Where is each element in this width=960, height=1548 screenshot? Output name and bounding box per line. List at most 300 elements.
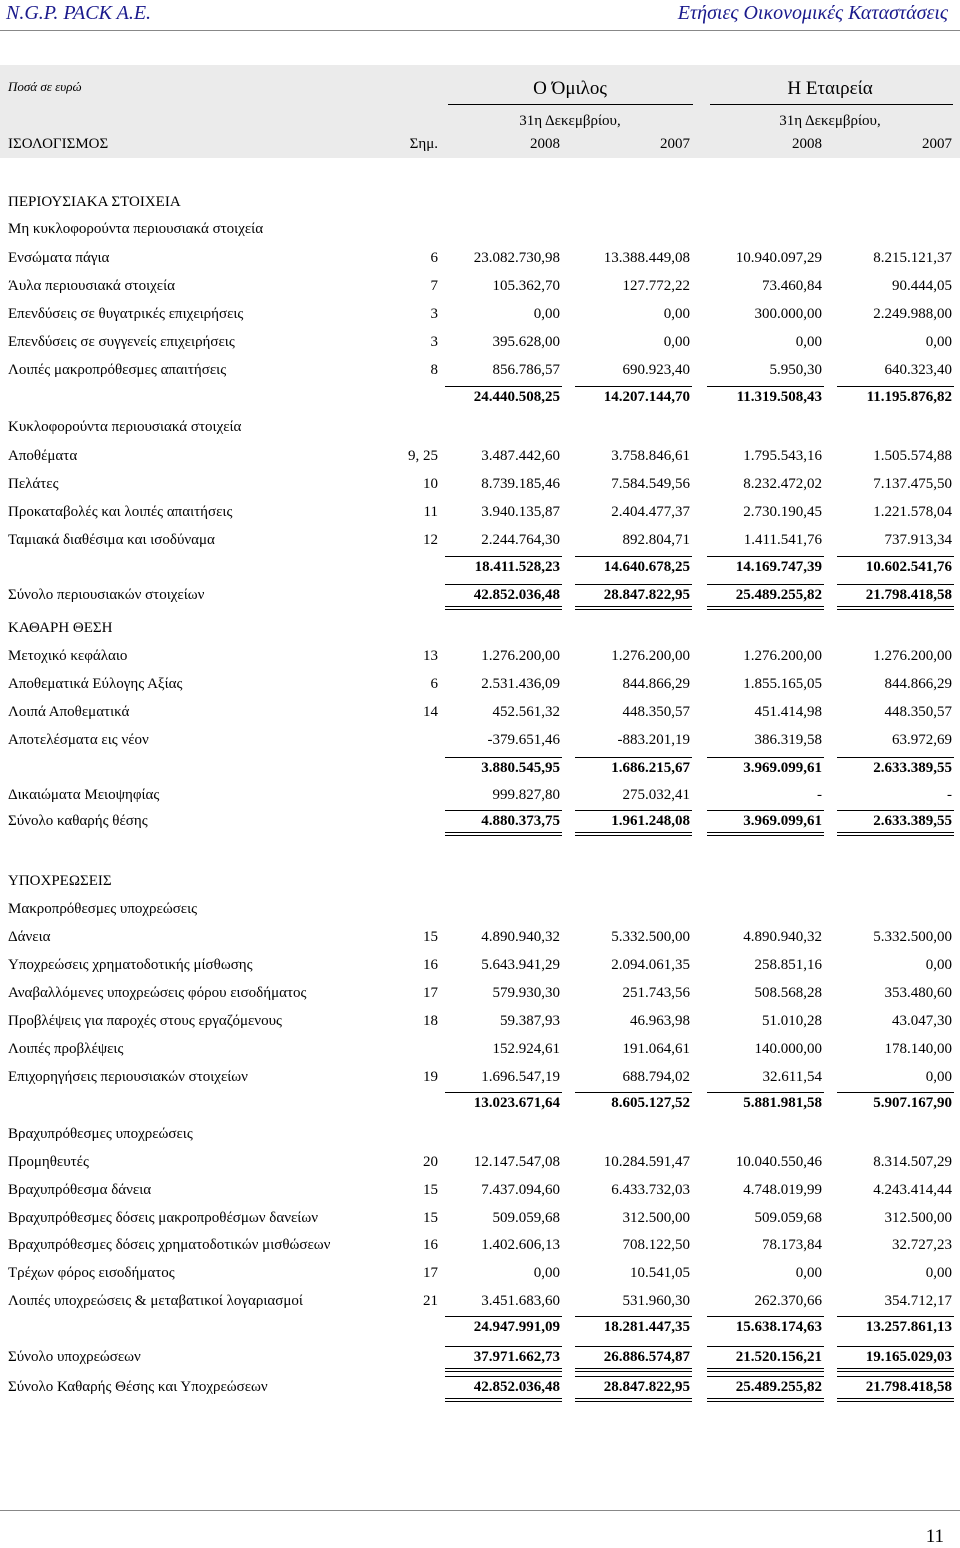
row-value: 13.388.449,08	[603, 250, 690, 266]
table-row	[0, 532, 960, 552]
table-row	[0, 901, 960, 921]
row-value: 24.947.991,09	[473, 1319, 560, 1335]
row-value: 354.712,17	[884, 1293, 952, 1309]
table-row	[0, 419, 960, 439]
row-value: 18.281.447,35	[603, 1319, 690, 1335]
currency-note: Ποσά σε ευρώ	[8, 79, 82, 94]
row-value: 452.561,32	[492, 704, 560, 720]
row-value: 2.249.988,00	[873, 306, 952, 322]
row-value: 10.040.550,46	[735, 1154, 822, 1170]
row-value: 14.169.747,39	[735, 559, 822, 575]
total-rule	[707, 810, 824, 811]
subtotal-rule	[837, 556, 954, 557]
subtotal-rule	[445, 386, 562, 387]
row-value: 0,00	[925, 1069, 952, 1085]
table-row	[0, 1237, 960, 1257]
table-row	[0, 221, 960, 241]
row-note: 21	[423, 1293, 438, 1309]
row-value: 275.032,41	[622, 787, 690, 803]
row-note: 3	[430, 306, 438, 322]
row-value: 42.852.036,48	[473, 1379, 560, 1395]
row-value: 448.350,57	[884, 704, 952, 720]
table-row	[0, 1182, 960, 1202]
row-note: 6	[430, 250, 438, 266]
row-value: 32.727,23	[892, 1237, 952, 1253]
row-value: 15.638.174,63	[735, 1319, 822, 1335]
row-label: ΠΕΡΙΟΥΣΙΑΚΑ ΣΤΟΙΧΕΙΑ	[8, 194, 181, 210]
total-double-rule-a	[445, 832, 562, 833]
row-value: 0,00	[533, 306, 560, 322]
row-label: Δάνεια	[8, 929, 51, 945]
table-row	[0, 504, 960, 524]
row-value: 28.847.822,95	[603, 587, 690, 603]
row-value: 3.451.683,60	[481, 1293, 560, 1309]
row-label: Βραχυπρόθεσμες δόσεις μακροπροθέσμων δανείων	[8, 1210, 318, 1226]
row-value: 3.487.442,60	[481, 448, 560, 464]
row-value: 5.332.500,00	[611, 929, 690, 945]
total-rule	[837, 1376, 954, 1377]
total-double-rule-a	[445, 606, 562, 607]
subtotal-rule	[575, 1092, 692, 1093]
row-value: 690.923,40	[622, 362, 690, 378]
row-value: 13.023.671,64	[473, 1095, 560, 1111]
subtotal-rule	[445, 757, 562, 758]
company-title: Η Εταιρεία	[787, 78, 873, 99]
table-row	[0, 1265, 960, 1285]
row-value: 999.827,80	[492, 787, 560, 803]
row-value: 32.611,54	[762, 1069, 822, 1085]
total-rule	[707, 584, 824, 585]
row-note: 8	[430, 362, 438, 378]
table-row	[0, 1069, 960, 1089]
total-double-rule-b	[707, 609, 824, 610]
row-value: 844.866,29	[884, 676, 952, 692]
row-value: 4.880.373,75	[481, 813, 560, 829]
row-value: 4.748.019,99	[743, 1182, 822, 1198]
row-note: 17	[423, 1265, 438, 1281]
row-value: 1.961.248,08	[611, 813, 690, 829]
row-label: Κυκλοφορούντα περιουσιακά στοιχεία	[8, 419, 242, 435]
row-label: Λοιπές μακροπρόθεσμες απαιτήσεις	[8, 362, 227, 378]
row-value: 1.276.200,00	[743, 648, 822, 664]
table-row	[0, 760, 960, 780]
row-label: Λοιπές προβλέψεις	[8, 1041, 124, 1057]
row-note: 11	[423, 504, 438, 520]
row-value: 258.851,16	[754, 957, 822, 973]
subtotal-rule	[707, 1092, 824, 1093]
total-double-rule-b	[575, 835, 692, 836]
table-row	[0, 732, 960, 752]
row-label: Λοιπές υποχρεώσεις & μεταβατικοί λογαριασμοί	[8, 1293, 303, 1309]
group-title: Ο Όμιλος	[533, 78, 607, 99]
year-header: 2008	[792, 136, 822, 152]
total-rule	[575, 1346, 692, 1347]
subtotal-rule	[837, 386, 954, 387]
row-label: Βραχυπρόθεσμα δάνεια	[8, 1182, 152, 1198]
row-label: Σύνολο υποχρεώσεων	[8, 1349, 141, 1365]
row-note: 14	[423, 704, 438, 720]
table-row	[0, 1293, 960, 1313]
company-date-label: 31η Δεκεμβρίου,	[779, 113, 881, 129]
row-value: 25.489.255,82	[735, 1379, 822, 1395]
row-value: 63.972,69	[892, 732, 952, 748]
header-divider	[0, 30, 960, 31]
row-value: -	[947, 787, 952, 803]
year-header: 2008	[530, 136, 560, 152]
row-label: Μετοχικό κεφάλαιο	[8, 648, 128, 664]
row-label: Επενδύσεις σε συγγενείς επιχειρήσεις	[8, 334, 235, 350]
total-rule	[837, 584, 954, 585]
row-value: 395.628,00	[492, 334, 560, 350]
row-value: 11.195.876,82	[866, 389, 952, 405]
row-label: ΚΑΘΑΡΗ ΘΕΣΗ	[8, 620, 113, 636]
table-row	[0, 1095, 960, 1115]
row-value: 178.140,00	[884, 1041, 952, 1057]
row-value: 21.520.156,21	[735, 1349, 822, 1365]
table-row	[0, 787, 960, 807]
table-row	[0, 1041, 960, 1061]
row-value: 0,00	[925, 1265, 952, 1281]
total-double-rule-b	[837, 1371, 954, 1372]
row-label: Επενδύσεις σε θυγατρικές επιχειρήσεις	[8, 306, 244, 322]
row-value: 10.541,05	[630, 1265, 690, 1281]
total-double-rule-b	[445, 1371, 562, 1372]
row-value: 448.350,57	[622, 704, 690, 720]
total-double-rule-b	[575, 1401, 692, 1402]
row-value: 3.758.846,61	[611, 448, 690, 464]
row-value: 78.173,84	[762, 1237, 822, 1253]
row-value: 59.387,93	[500, 1013, 560, 1029]
row-value: 451.414,98	[754, 704, 822, 720]
table-row	[0, 278, 960, 298]
table-row	[0, 362, 960, 382]
year-header: 2007	[660, 136, 690, 152]
row-value: 531.960,30	[622, 1293, 690, 1309]
table-row	[0, 648, 960, 668]
row-value: 8.739.185,46	[481, 476, 560, 492]
table-row	[0, 929, 960, 949]
row-value: 856.786,57	[492, 362, 560, 378]
row-value: 8.215.121,37	[873, 250, 952, 266]
row-value: 5.950,30	[769, 362, 822, 378]
row-value: 0,00	[663, 334, 690, 350]
row-label: Υποχρεώσεις χρηματοδοτικής μίσθωσης	[8, 957, 253, 973]
row-value: 262.370,66	[754, 1293, 822, 1309]
row-value: 509.059,68	[492, 1210, 560, 1226]
row-label: Άυλα περιουσιακά στοιχεία	[8, 278, 175, 294]
row-value: 7.584.549,56	[611, 476, 690, 492]
row-value: 2.633.389,55	[873, 760, 952, 776]
row-value: 579.930,30	[492, 985, 560, 1001]
row-value: 892.804,71	[622, 532, 690, 548]
row-value: 509.059,68	[754, 1210, 822, 1226]
total-double-rule-a	[707, 1398, 824, 1399]
total-double-rule-b	[837, 609, 954, 610]
row-value: 0,00	[663, 306, 690, 322]
row-value: 42.852.036,48	[473, 587, 560, 603]
row-value: 300.000,00	[754, 306, 822, 322]
row-note: 16	[423, 1237, 438, 1253]
subtotal-rule	[575, 556, 692, 557]
total-rule	[445, 810, 562, 811]
row-value: 51.010,28	[762, 1013, 822, 1029]
row-value: 90.444,05	[892, 278, 952, 294]
table-row	[0, 704, 960, 724]
row-value: 25.489.255,82	[735, 587, 822, 603]
row-value: 0,00	[925, 957, 952, 973]
row-value: 73.460,84	[762, 278, 822, 294]
row-label: Προκαταβολές και λοιπές απαιτήσεις	[8, 504, 233, 520]
row-label: Αποτελέσματα εις νέον	[8, 732, 149, 748]
row-value: 312.500,00	[884, 1210, 952, 1226]
row-value: 1.411.541,76	[743, 532, 822, 548]
row-label: Ταμιακά διαθέσιμα και ισοδύναμα	[8, 532, 215, 548]
row-label: Σύνολο περιουσιακών στοιχείων	[8, 587, 205, 603]
row-label: Προβλέψεις για παροχές στους εργαζόμενους	[8, 1013, 282, 1029]
total-rule	[837, 1346, 954, 1347]
row-value: 105.362,70	[492, 278, 560, 294]
row-label: Τρέχων φόρος εισοδήματος	[8, 1265, 175, 1281]
row-label: Μη κυκλοφορούντα περιουσιακά στοιχεία	[8, 221, 264, 237]
row-value: 688.794,02	[622, 1069, 690, 1085]
row-value: 3.969.099,61	[743, 760, 822, 776]
row-note: 20	[423, 1154, 438, 1170]
row-value: 1.696.547,19	[481, 1069, 560, 1085]
total-double-rule-b	[575, 609, 692, 610]
table-row	[0, 985, 960, 1005]
row-value: 3.940.135,87	[481, 504, 560, 520]
row-note: 6	[430, 676, 438, 692]
row-label: Σύνολο Καθαρής Θέσης και Υποχρεώσεων	[8, 1379, 268, 1395]
row-value: 7.137.475,50	[873, 476, 952, 492]
total-double-rule-a	[707, 606, 824, 607]
total-rule	[445, 584, 562, 585]
row-value: 251.743,56	[622, 985, 690, 1001]
total-double-rule-a	[575, 832, 692, 833]
row-note: 17	[423, 985, 438, 1001]
row-value: 2.244.764,30	[481, 532, 560, 548]
total-rule	[575, 810, 692, 811]
total-rule	[575, 584, 692, 585]
subtotal-rule	[837, 1092, 954, 1093]
row-value: 2.404.477,37	[611, 504, 690, 520]
table-row	[0, 1013, 960, 1033]
table-row	[0, 587, 960, 607]
total-double-rule-b	[445, 1401, 562, 1402]
total-double-rule-b	[707, 835, 824, 836]
table-row	[0, 1210, 960, 1230]
table-row	[0, 306, 960, 326]
row-value: 5.643.941,29	[481, 957, 560, 973]
row-note: 9, 25	[408, 448, 438, 464]
row-value: -883.201,19	[617, 732, 690, 748]
row-value: 1.686.215,67	[611, 760, 690, 776]
table-row	[0, 334, 960, 354]
row-label: Βραχυπρόθεσμες δόσεις χρηματοδοτικών μισθώσεων	[8, 1237, 331, 1253]
total-double-rule-a	[707, 832, 824, 833]
row-label: Αναβαλλόμενες υποχρεώσεις φόρου εισοδήματος	[8, 985, 307, 1001]
row-value: 28.847.822,95	[603, 1379, 690, 1395]
group-title-underline	[448, 104, 693, 105]
table-row	[0, 250, 960, 270]
row-value: 6.433.732,03	[611, 1182, 690, 1198]
total-double-rule-a	[837, 1368, 954, 1369]
row-label: Επιχορηγήσεις περιουσιακών στοιχείων	[8, 1069, 248, 1085]
row-label: Λοιπά Αποθεματικά	[8, 704, 130, 720]
row-value: -379.651,46	[487, 732, 560, 748]
row-value: 4.890.940,32	[743, 929, 822, 945]
row-value: 1.276.200,00	[481, 648, 560, 664]
row-note: 15	[423, 929, 438, 945]
row-value: 21.798.418,58	[865, 587, 952, 603]
statement-title: ΙΣΟΛΟΓΙΣΜΟΣ	[8, 136, 109, 152]
row-value: 1.276.200,00	[611, 648, 690, 664]
row-value: 14.640.678,25	[603, 559, 690, 575]
row-value: 8.232.472,02	[743, 476, 822, 492]
row-value: 5.881.981,58	[743, 1095, 822, 1111]
row-value: 0,00	[925, 334, 952, 350]
row-value: 312.500,00	[622, 1210, 690, 1226]
group-date-label: 31η Δεκεμβρίου,	[519, 113, 621, 129]
row-value: 26.886.574,87	[603, 1349, 690, 1365]
subtotal-rule	[837, 757, 954, 758]
row-value: 0,00	[795, 1265, 822, 1281]
row-value: 18.411.528,23	[474, 559, 560, 575]
table-row	[0, 476, 960, 496]
year-header: 2007	[922, 136, 952, 152]
row-value: 152.924,61	[492, 1041, 560, 1057]
row-label: Σύνολο καθαρής θέσης	[8, 813, 148, 829]
total-rule	[445, 1346, 562, 1347]
row-note: 15	[423, 1182, 438, 1198]
total-rule	[445, 1376, 562, 1377]
row-note: 12	[423, 532, 438, 548]
row-value: 1.402.606,13	[481, 1237, 560, 1253]
row-label: Βραχυπρόθεσμες υποχρεώσεις	[8, 1126, 193, 1142]
row-value: 140.000,00	[754, 1041, 822, 1057]
subtotal-rule	[707, 1316, 824, 1317]
row-value: 127.772,22	[622, 278, 690, 294]
row-value: 7.437.094,60	[481, 1182, 560, 1198]
row-label: Προμηθευτές	[8, 1154, 89, 1170]
subtotal-rule	[575, 1316, 692, 1317]
total-double-rule-b	[445, 609, 562, 610]
total-double-rule-a	[445, 1368, 562, 1369]
total-rule	[707, 1376, 824, 1377]
row-label: Ενσώματα πάγια	[8, 250, 110, 266]
row-value: 10.284.591,47	[603, 1154, 690, 1170]
subtotal-rule	[575, 757, 692, 758]
row-note: 19	[423, 1069, 438, 1085]
row-value: 3.880.545,95	[481, 760, 560, 776]
table-row	[0, 194, 960, 214]
table-row	[0, 1349, 960, 1369]
row-value: 5.907.167,90	[873, 1095, 952, 1111]
row-value: 2.633.389,55	[873, 813, 952, 829]
row-value: 12.147.547,08	[473, 1154, 560, 1170]
table-row	[0, 559, 960, 579]
row-value: 19.165.029,03	[865, 1349, 952, 1365]
row-value: 737.913,34	[884, 532, 952, 548]
table-row	[0, 389, 960, 409]
row-value: 14.207.144,70	[603, 389, 690, 405]
table-row	[0, 676, 960, 696]
total-double-rule-a	[445, 1398, 562, 1399]
note-header: Σημ.	[409, 136, 438, 152]
row-note: 3	[430, 334, 438, 350]
row-value: 43.047,30	[892, 1013, 952, 1029]
table-row	[0, 448, 960, 468]
row-value: 2.094.061,35	[611, 957, 690, 973]
subtotal-rule	[707, 386, 824, 387]
footer-divider	[0, 1510, 960, 1511]
total-double-rule-a	[575, 606, 692, 607]
row-value: 0,00	[795, 334, 822, 350]
table-row	[0, 620, 960, 640]
row-value: 37.971.662,73	[473, 1349, 560, 1365]
row-note: 10	[423, 476, 438, 492]
row-value: 1.795.543,16	[743, 448, 822, 464]
row-value: 8.605.127,52	[611, 1095, 690, 1111]
row-value: 0,00	[533, 1265, 560, 1281]
row-value: -	[817, 787, 822, 803]
row-label: Δικαιώματα Μειοψηφίας	[8, 787, 160, 803]
total-double-rule-b	[837, 835, 954, 836]
page-number: 11	[925, 1526, 944, 1547]
row-label: Πελάτες	[8, 476, 59, 492]
row-note: 7	[430, 278, 438, 294]
row-value: 1.221.578,04	[873, 504, 952, 520]
row-value: 4.890.940,32	[481, 929, 560, 945]
row-value: 2.730.190,45	[743, 504, 822, 520]
row-value: 13.257.861,13	[865, 1319, 952, 1335]
table-row	[0, 813, 960, 833]
total-double-rule-b	[707, 1371, 824, 1372]
subtotal-rule	[837, 1316, 954, 1317]
subtotal-rule	[707, 757, 824, 758]
row-label: Αποθέματα	[8, 448, 78, 464]
row-value: 844.866,29	[622, 676, 690, 692]
subtotal-rule	[707, 556, 824, 557]
row-value: 21.798.418,58	[865, 1379, 952, 1395]
table-row	[0, 1379, 960, 1399]
subtotal-rule	[445, 1092, 562, 1093]
row-value: 640.323,40	[884, 362, 952, 378]
table-row	[0, 1154, 960, 1174]
row-note: 13	[423, 648, 438, 664]
company-name: N.G.P. PACK A.E.	[6, 2, 152, 24]
subtotal-rule	[445, 556, 562, 557]
total-double-rule-a	[837, 606, 954, 607]
row-value: 1.855.165,05	[743, 676, 822, 692]
row-value: 46.963,98	[630, 1013, 690, 1029]
table-row	[0, 1319, 960, 1339]
row-note: 18	[423, 1013, 438, 1029]
row-value: 708.122,50	[622, 1237, 690, 1253]
total-double-rule-a	[575, 1368, 692, 1369]
row-label: Μακροπρόθεσμες υποχρεώσεις	[8, 901, 198, 917]
row-value: 353.480,60	[884, 985, 952, 1001]
row-label: Αποθεματικά Εύλογης Αξίας	[8, 676, 183, 692]
total-rule	[837, 810, 954, 811]
row-value: 11.319.508,43	[736, 389, 822, 405]
row-value: 24.440.508,25	[473, 389, 560, 405]
subtotal-rule	[445, 1316, 562, 1317]
row-value: 3.969.099,61	[743, 813, 822, 829]
row-value: 1.505.574,88	[873, 448, 952, 464]
total-double-rule-a	[837, 1398, 954, 1399]
total-double-rule-b	[707, 1401, 824, 1402]
